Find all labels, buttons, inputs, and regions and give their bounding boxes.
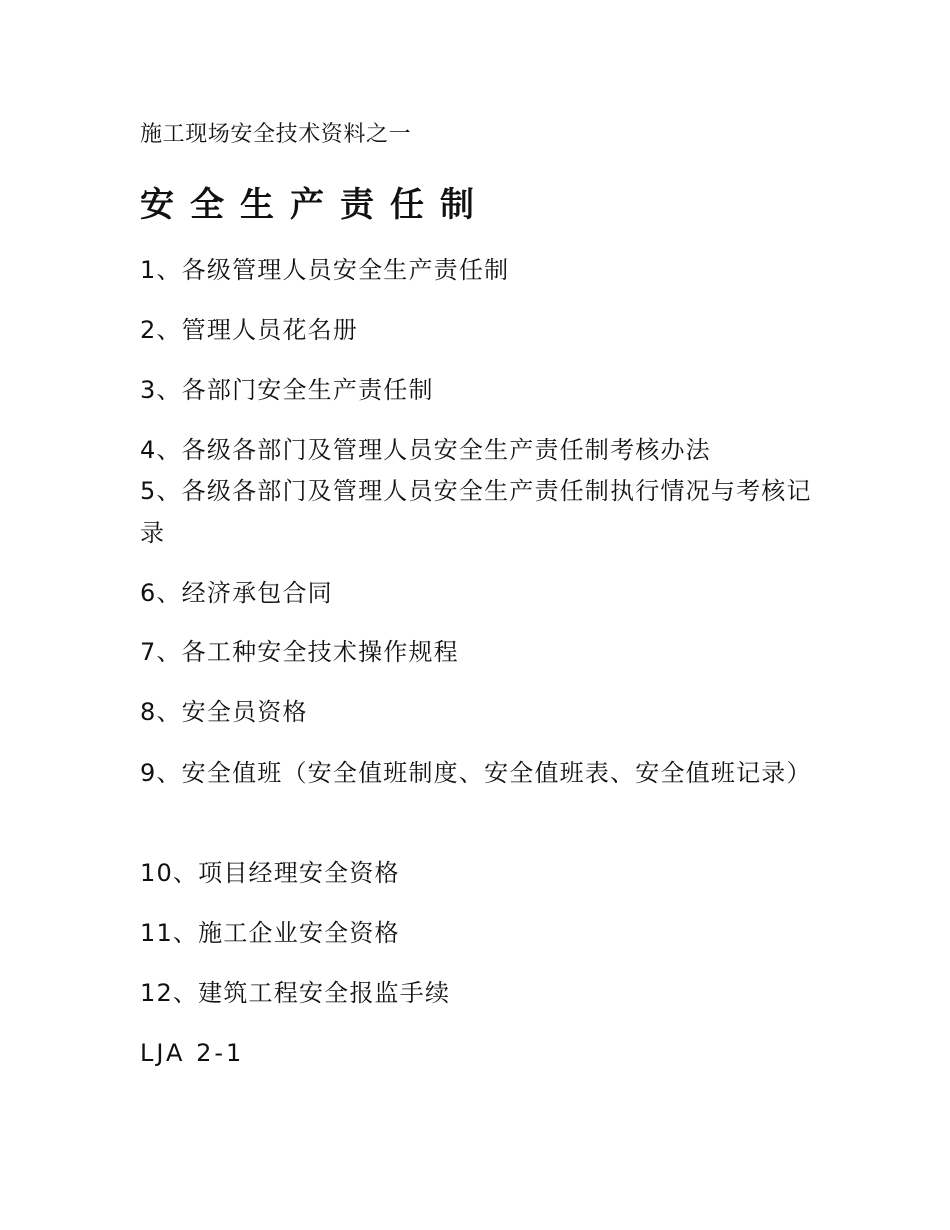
document-title: 安全生产责任制 [140, 185, 490, 225]
list-item: 4、各级各部门及管理人员安全生产责任制考核办法 [140, 436, 711, 464]
list-item: 9、安全值班（安全值班制度、安全值班表、安全值班记录） [140, 759, 812, 787]
document-subtitle: 施工现场安全技术资料之一 [140, 122, 412, 147]
list-item: 6、经济承包合同 [140, 579, 333, 607]
list-item: 3、各部门安全生产责任制 [140, 376, 434, 404]
list-item: 1、各级管理人员安全生产责任制 [140, 256, 510, 284]
document-code: LJA 2-1 [140, 1039, 245, 1067]
list-item: 8、安全员资格 [140, 698, 308, 726]
list-item: 7、各工种安全技术操作规程 [140, 638, 459, 666]
list-item: 11、施工企业安全资格 [140, 919, 400, 947]
list-item: 12、建筑工程安全报监手续 [140, 979, 451, 1007]
list-item: 5、各级各部门及管理人员安全生产责任制执行情况与考核记录 [140, 477, 812, 547]
list-item: 2、管理人员花名册 [140, 316, 359, 344]
list-item: 10、项目经理安全资格 [140, 859, 400, 887]
